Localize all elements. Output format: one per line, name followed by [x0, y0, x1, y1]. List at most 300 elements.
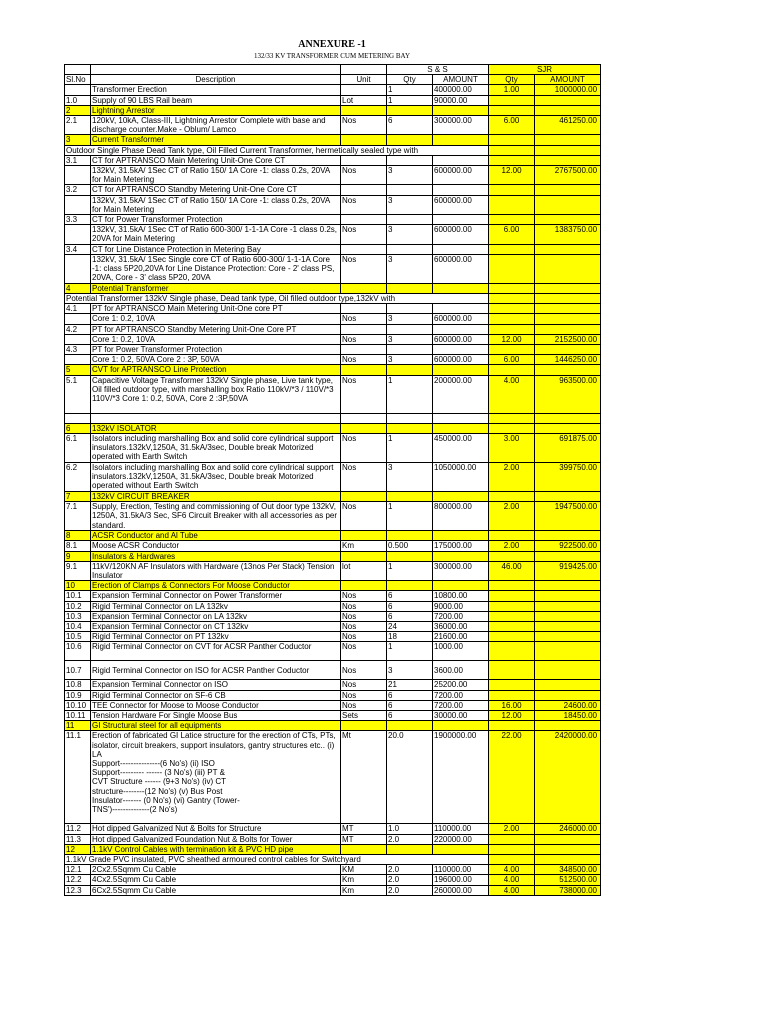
ss-amount-cell [433, 721, 489, 731]
description-cell: TEE Connector for Moose to Moose Conductor [91, 700, 341, 710]
sl-no-cell: 12.2 [65, 875, 91, 885]
sl-no-cell: 10 [65, 581, 91, 591]
sjr-qty-cell [489, 423, 535, 433]
ss-qty-cell: 3 [387, 225, 433, 244]
sjr-amount-cell [535, 632, 601, 642]
unit-cell: Sets [341, 710, 387, 720]
ss-amount-cell [433, 215, 489, 225]
description-cell: GI Structural steel for all equipments [91, 721, 341, 731]
ss-amount-cell: 10800.00 [433, 591, 489, 601]
section-note: Potential Transformer 132kV Single phase, Dead tank type, Oil filled outdoor type,132kV with [65, 294, 489, 304]
unit-cell [341, 244, 387, 254]
ss-qty-cell: 0.500 [387, 541, 433, 551]
ss-qty-cell: 3 [387, 254, 433, 283]
ss-qty-cell [387, 491, 433, 501]
sl-no-cell: 1.0 [65, 95, 91, 105]
section-note: Outdoor Single Phase Dead Tank type, Oil Filled Current Transformer, hermetically sealed type with [65, 145, 489, 155]
sjr-amount-cell [535, 413, 601, 423]
unit-cell [341, 551, 387, 561]
description-cell: 132kV ISOLATOR [91, 423, 341, 433]
sjr-amount-cell [535, 283, 601, 293]
unit-cell: Nos [341, 166, 387, 185]
sjr-amount-cell: 348500.00 [535, 865, 601, 875]
sjr-amount-cell [535, 531, 601, 541]
table-row [65, 314, 601, 324]
ss-amount-cell: 36000.00 [433, 621, 489, 631]
sl-no-cell [65, 254, 91, 283]
sl-no-cell: 6 [65, 423, 91, 433]
table-row [65, 135, 601, 145]
sjr-amount-cell [535, 834, 601, 844]
ss-amount-cell: 110000.00 [433, 865, 489, 875]
ss-amount-cell: 21600.00 [433, 632, 489, 642]
description-cell: Potential Transformer [91, 283, 341, 293]
ss-qty-cell [387, 423, 433, 433]
table-row [65, 591, 601, 601]
sjr-amount-cell [535, 721, 601, 731]
description-cell: 120kV, 10kA, Class-III, Lightning Arrestor Complete with base and discharge counter.Make - Oblum/ Lamco [91, 116, 341, 135]
sjr-amount-cell [535, 611, 601, 621]
description-cell: CT for Power Transformer Protection [91, 215, 341, 225]
sjr-amount-cell: 461250.00 [535, 116, 601, 135]
ss-amount-cell: 30000.00 [433, 710, 489, 720]
unit-cell: Nos [341, 433, 387, 462]
sl-no-cell [65, 166, 91, 185]
table-row [65, 185, 601, 195]
sjr-qty-cell: 12.00 [489, 166, 535, 185]
sl-no-cell: 10.11 [65, 710, 91, 720]
sjr-qty-cell [489, 844, 535, 854]
sjr-amount-cell [535, 591, 601, 601]
sl-no-cell: 12.1 [65, 865, 91, 875]
sl-no-cell: 5.1 [65, 375, 91, 413]
unit-cell [341, 345, 387, 355]
sl-no-cell: 10.8 [65, 680, 91, 690]
description-cell: Expansion Terminal Connector on ISO [91, 680, 341, 690]
ss-qty-cell [387, 551, 433, 561]
description-cell: PT for APTRANSCO Main Metering Unit-One core PT [91, 304, 341, 314]
sjr-amount-cell: 1383750.00 [535, 225, 601, 244]
sjr-qty-cell: 4.00 [489, 875, 535, 885]
sjr-qty-cell [489, 254, 535, 283]
ss-amount-cell: 600000.00 [433, 166, 489, 185]
ss-amount-cell [433, 185, 489, 195]
section-note: 1.1kV Grade PVC insulated, PVC sheathed armoured control cables for Switchyard [65, 854, 489, 864]
ss-qty-cell [387, 365, 433, 375]
unit-cell: Nos [341, 355, 387, 365]
table-row [65, 844, 601, 854]
description-cell: PT for Power Transformer Protection [91, 345, 341, 355]
ss-amount-cell: 450000.00 [433, 433, 489, 462]
ss-amount-cell [433, 283, 489, 293]
unit-cell [341, 304, 387, 314]
sjr-amount-cell [535, 195, 601, 214]
ss-qty-cell: 1 [387, 502, 433, 531]
description-cell: Rigid Terminal Connector on LA 132kv [91, 601, 341, 611]
unit-cell: Km [341, 875, 387, 885]
description-cell: Insulators & Hardwares [91, 551, 341, 561]
table-row [65, 334, 601, 344]
sjr-qty-cell [489, 413, 535, 423]
sjr-amount-cell [535, 621, 601, 631]
description-cell: Moose ACSR Conductor [91, 541, 341, 551]
table-row [65, 561, 601, 580]
unit-cell: Nos [341, 661, 387, 680]
ss-qty-cell [387, 283, 433, 293]
sjr-qty-cell: 2.00 [489, 824, 535, 834]
sjr-qty-cell [489, 145, 535, 155]
sjr-amount-cell [535, 254, 601, 283]
header-unit: Unit [341, 75, 387, 85]
ss-qty-cell: 6 [387, 116, 433, 135]
sjr-amount-cell [535, 551, 601, 561]
sjr-amount-cell [535, 105, 601, 115]
ss-qty-cell: 3 [387, 661, 433, 680]
unit-cell [341, 413, 387, 423]
ss-amount-cell: 600000.00 [433, 334, 489, 344]
table-row [65, 433, 601, 462]
ss-amount-cell [433, 531, 489, 541]
sjr-amount-cell: 2767500.00 [535, 166, 601, 185]
table-row [65, 375, 601, 413]
sjr-amount-cell: 18450.00 [535, 710, 601, 720]
ss-qty-cell [387, 345, 433, 355]
ss-amount-cell: 600000.00 [433, 195, 489, 214]
description-cell: Rigid Terminal Connector on PT 132kv [91, 632, 341, 642]
unit-cell [341, 491, 387, 501]
sjr-amount-cell [535, 135, 601, 145]
unit-cell [341, 365, 387, 375]
sl-no-cell: 3.2 [65, 185, 91, 195]
table-row [65, 244, 601, 254]
sjr-qty-cell [489, 294, 535, 304]
ss-amount-cell: 400000.00 [433, 85, 489, 95]
sl-no-cell: 10.7 [65, 661, 91, 680]
ss-qty-cell: 6 [387, 591, 433, 601]
sjr-amount-cell: 2152500.00 [535, 334, 601, 344]
ss-amount-cell: 196000.00 [433, 875, 489, 885]
unit-cell: Nos [341, 632, 387, 642]
sl-no-cell: 10.4 [65, 621, 91, 631]
ss-amount-cell: 600000.00 [433, 355, 489, 365]
unit-cell: Nos [341, 601, 387, 611]
ss-qty-cell: 3 [387, 462, 433, 491]
sjr-amount-cell [535, 294, 601, 304]
sjr-amount-cell [535, 690, 601, 700]
header-ss-amount: AMOUNT [433, 75, 489, 85]
sjr-qty-cell: 12.00 [489, 710, 535, 720]
header-blank-cell [91, 65, 341, 75]
sjr-qty-cell [489, 601, 535, 611]
ss-amount-cell: 3600.00 [433, 661, 489, 680]
unit-cell: Nos [341, 334, 387, 344]
sl-no-cell: 3.3 [65, 215, 91, 225]
description-cell: 132kV, 31.5kA/ 1Sec CT of Ratio 600-300/ 1-1-1A Core -1 class 0.2s, 20VA for Main Metering [91, 225, 341, 244]
unit-cell [341, 185, 387, 195]
sjr-qty-cell [489, 611, 535, 621]
ss-qty-cell: 2.0 [387, 865, 433, 875]
ss-amount-cell: 600000.00 [433, 254, 489, 283]
sjr-qty-cell: 4.00 [489, 865, 535, 875]
sjr-amount-cell: 963500.00 [535, 375, 601, 413]
sjr-qty-cell [489, 95, 535, 105]
sjr-qty-cell: 6.00 [489, 225, 535, 244]
sl-no-cell [65, 85, 91, 95]
ss-amount-cell [433, 491, 489, 501]
ss-amount-cell [433, 581, 489, 591]
sjr-qty-cell [489, 195, 535, 214]
table-body [65, 85, 601, 895]
ss-amount-cell [433, 345, 489, 355]
sjr-amount-cell [535, 95, 601, 105]
ss-qty-cell [387, 324, 433, 334]
sl-no-cell: 11 [65, 721, 91, 731]
description-cell: 1.1kV Control Cables with termination kit & PVC HD pipe [91, 844, 341, 854]
description-cell: Rigid Terminal Connector on SF-6 CB [91, 690, 341, 700]
sl-no-cell: 11.1 [65, 731, 91, 824]
ss-qty-cell [387, 244, 433, 254]
sjr-amount-cell: 1446250.00 [535, 355, 601, 365]
ss-amount-cell: 600000.00 [433, 314, 489, 324]
description-cell: Lightning Arrestor [91, 105, 341, 115]
unit-cell [341, 324, 387, 334]
table-row [65, 541, 601, 551]
sjr-qty-cell [489, 365, 535, 375]
unit-cell [341, 423, 387, 433]
sjr-qty-cell [489, 304, 535, 314]
sjr-qty-cell: 2.00 [489, 462, 535, 491]
sl-no-cell [65, 225, 91, 244]
sjr-amount-cell: 1947500.00 [535, 502, 601, 531]
ss-qty-cell: 6 [387, 611, 433, 621]
header-group-ss: S & S [387, 65, 489, 75]
sl-no-cell: 4.2 [65, 324, 91, 334]
sjr-amount-cell: 2420000.00 [535, 731, 601, 824]
description-cell: Expansion Terminal Connector on Power Transformer [91, 591, 341, 601]
sl-no-cell: 12 [65, 844, 91, 854]
unit-cell: Mt [341, 731, 387, 824]
table-row [65, 632, 601, 642]
table-row [65, 875, 601, 885]
table-row [65, 345, 601, 355]
description-cell: Erection of Clamps & Connectors For Moose Conductor [91, 581, 341, 591]
description-cell: 4Cx2.5Sqmm Cu Cable [91, 875, 341, 885]
description-cell: 132kV, 31.5kA/ 1Sec CT of Ratio 150/ 1A Core -1: class 0.2s, 20VA for Main Metering [91, 195, 341, 214]
description-cell: Capacitive Voltage Transformer 132kV Single phase, Live tank type, Oil filled outdoor type, with marshalling box Ratio 110kV/*3 / 110V/*3 110V/*3 Core 1: 0.2, 50VA, Core 2 :3P,50VA [91, 375, 341, 413]
sjr-amount-cell: 399750.00 [535, 462, 601, 491]
sl-no-cell: 4 [65, 283, 91, 293]
ss-amount-cell: 800000.00 [433, 502, 489, 531]
description-cell: Core 1: 0.2, 10VA [91, 334, 341, 344]
ss-qty-cell: 21 [387, 680, 433, 690]
sl-no-cell: 11.2 [65, 824, 91, 834]
table-row [65, 116, 601, 135]
table-row [65, 690, 601, 700]
table-row [65, 283, 601, 293]
sjr-amount-cell [535, 661, 601, 680]
sjr-qty-cell [489, 135, 535, 145]
ss-qty-cell: 3 [387, 195, 433, 214]
sjr-amount-cell [535, 155, 601, 165]
table-row [65, 502, 601, 531]
description-cell: Core 1: 0.2, 50VA Core 2 : 3P, 50VA [91, 355, 341, 365]
ss-amount-cell: 600000.00 [433, 225, 489, 244]
description-cell: Expansion Terminal Connector on LA 132kv [91, 611, 341, 621]
ss-qty-cell [387, 155, 433, 165]
table-row [65, 195, 601, 214]
sjr-amount-cell [535, 244, 601, 254]
unit-cell [341, 135, 387, 145]
ss-qty-cell [387, 721, 433, 731]
description-cell: 11kV/120KN AF Insulators with Hardware (13nos Per Stack) Tension Insulator [91, 561, 341, 580]
sjr-amount-cell [535, 844, 601, 854]
ss-qty-cell [387, 844, 433, 854]
ss-amount-cell [433, 365, 489, 375]
description-cell: Supply of 90 LBS Rail beam [91, 95, 341, 105]
sjr-qty-cell: 1.00 [489, 85, 535, 95]
ss-qty-cell [387, 185, 433, 195]
unit-cell [341, 844, 387, 854]
table-row [65, 700, 601, 710]
description-cell: PT for APTRANSCO Standby Metering Unit-One Core PT [91, 324, 341, 334]
sjr-amount-cell: 922500.00 [535, 541, 601, 551]
unit-cell: lot [341, 561, 387, 580]
ss-qty-cell: 20.0 [387, 731, 433, 824]
description-cell: 132kV CIRCUIT BREAKER [91, 491, 341, 501]
sl-no-cell: 7.1 [65, 502, 91, 531]
sl-no-cell: 10.3 [65, 611, 91, 621]
ss-qty-cell: 1 [387, 375, 433, 413]
table-row [65, 254, 601, 283]
unit-cell [341, 283, 387, 293]
sjr-amount-cell [535, 642, 601, 661]
ss-amount-cell: 25200.00 [433, 680, 489, 690]
sl-no-cell: 6.2 [65, 462, 91, 491]
sl-no-cell: 7 [65, 491, 91, 501]
header-sjr-qty: Qty [489, 75, 535, 85]
sjr-amount-cell [535, 581, 601, 591]
sjr-qty-cell: 4.00 [489, 375, 535, 413]
sjr-amount-cell [535, 324, 601, 334]
description-cell: 2Cx2.5Sqmm Cu Cable [91, 865, 341, 875]
sl-no-cell [65, 314, 91, 324]
unit-cell [341, 215, 387, 225]
ss-qty-cell: 1 [387, 561, 433, 580]
sl-no-cell: 5 [65, 365, 91, 375]
ss-qty-cell: 6 [387, 710, 433, 720]
sl-no-cell: 8.1 [65, 541, 91, 551]
sl-no-cell: 11.3 [65, 834, 91, 844]
annexure-sheet [64, 38, 600, 896]
table-row [65, 166, 601, 185]
sl-no-cell: 10.6 [65, 642, 91, 661]
sjr-qty-cell [489, 215, 535, 225]
ss-amount-cell [433, 423, 489, 433]
sjr-amount-cell [535, 314, 601, 324]
ss-qty-cell [387, 215, 433, 225]
unit-cell: Km [341, 541, 387, 551]
ss-qty-cell [387, 304, 433, 314]
ss-amount-cell [433, 413, 489, 423]
document-title: ANNEXURE -1 [298, 39, 366, 50]
unit-cell: MT [341, 834, 387, 844]
table-row [65, 710, 601, 720]
ss-amount-cell [433, 105, 489, 115]
table-row [65, 642, 601, 661]
table-row [65, 225, 601, 244]
table-row [65, 294, 601, 304]
sjr-qty-cell: 12.00 [489, 334, 535, 344]
table-row [65, 551, 601, 561]
unit-cell: Lot [341, 95, 387, 105]
unit-cell [341, 581, 387, 591]
description-cell: Hot dipped Galvanized Foundation Nut & Bolts for Tower [91, 834, 341, 844]
table-row [65, 462, 601, 491]
ss-amount-cell: 1050000.00 [433, 462, 489, 491]
ss-qty-cell: 6 [387, 601, 433, 611]
description-cell: CT for APTRANSCO Standby Metering Unit-One Core CT [91, 185, 341, 195]
table-row [65, 621, 601, 631]
sjr-qty-cell: 6.00 [489, 116, 535, 135]
unit-cell: Nos [341, 314, 387, 324]
sl-no-cell: 2 [65, 105, 91, 115]
table-row [65, 824, 601, 834]
sjr-amount-cell [535, 423, 601, 433]
table-row [65, 731, 601, 824]
sjr-amount-cell [535, 854, 601, 864]
ss-amount-cell: 220000.00 [433, 834, 489, 844]
unit-cell: Nos [341, 502, 387, 531]
sjr-amount-cell [535, 215, 601, 225]
ss-amount-cell: 300000.00 [433, 116, 489, 135]
unit-cell [341, 105, 387, 115]
sl-no-cell [65, 334, 91, 344]
sl-no-cell: 8 [65, 531, 91, 541]
sjr-amount-cell: 691875.00 [535, 433, 601, 462]
sjr-amount-cell [535, 680, 601, 690]
header-sl-no: Sl.No [65, 75, 91, 85]
unit-cell: Km [341, 885, 387, 895]
table-row [65, 885, 601, 895]
ss-amount-cell: 90000.00 [433, 95, 489, 105]
sjr-amount-cell: 24600.00 [535, 700, 601, 710]
description-cell: CT for APTRANSCO Main Metering Unit-One Core CT [91, 155, 341, 165]
description-cell: Expansion Terminal Connector on CT 132kv [91, 621, 341, 631]
sjr-qty-cell [489, 690, 535, 700]
sjr-qty-cell [489, 621, 535, 631]
table-row [65, 865, 601, 875]
header-blank-cell [341, 65, 387, 75]
sjr-qty-cell: 2.00 [489, 502, 535, 531]
description-cell: CT for Line Distance Protection in Metering Bay [91, 244, 341, 254]
sl-no-cell: 9.1 [65, 561, 91, 580]
unit-cell: MT [341, 824, 387, 834]
sjr-qty-cell: 6.00 [489, 355, 535, 365]
description-cell: Isolators including marshalling Box and solid core cylindrical support insulators.132kV,1250A, 31.5kA/3sec, Double break Motorized operated with Earth Switch [91, 433, 341, 462]
ss-qty-cell: 3 [387, 334, 433, 344]
ss-qty-cell [387, 135, 433, 145]
description-cell: Erection of fabricated GI Latice structure for the erection of CTs, PTs, isolator, circuit breakers, support insulators, gantry structures etc.. (i) LA Support---------------(6 No's) (ii) ISO Support--------- ------ (3 No's) (iii) PT & CVT Structure ------ (9+3 No's) (iv) CT structure--------(12 No's) (v) Bus Post Insulator------- (0 No's) (vi) Gantry (Tower- TNS')--------------(2 No's) [91, 731, 341, 824]
sjr-amount-cell: 738000.00 [535, 885, 601, 895]
sjr-qty-cell: 16.00 [489, 700, 535, 710]
document-subtitle: 132/33 KV TRANSFORMER CUM METERING BAY [253, 52, 411, 60]
ss-qty-cell: 1 [387, 433, 433, 462]
table-row [65, 105, 601, 115]
table-row [65, 155, 601, 165]
table-row [65, 304, 601, 314]
ss-amount-cell: 7200.00 [433, 690, 489, 700]
sl-no-cell: 10.10 [65, 700, 91, 710]
